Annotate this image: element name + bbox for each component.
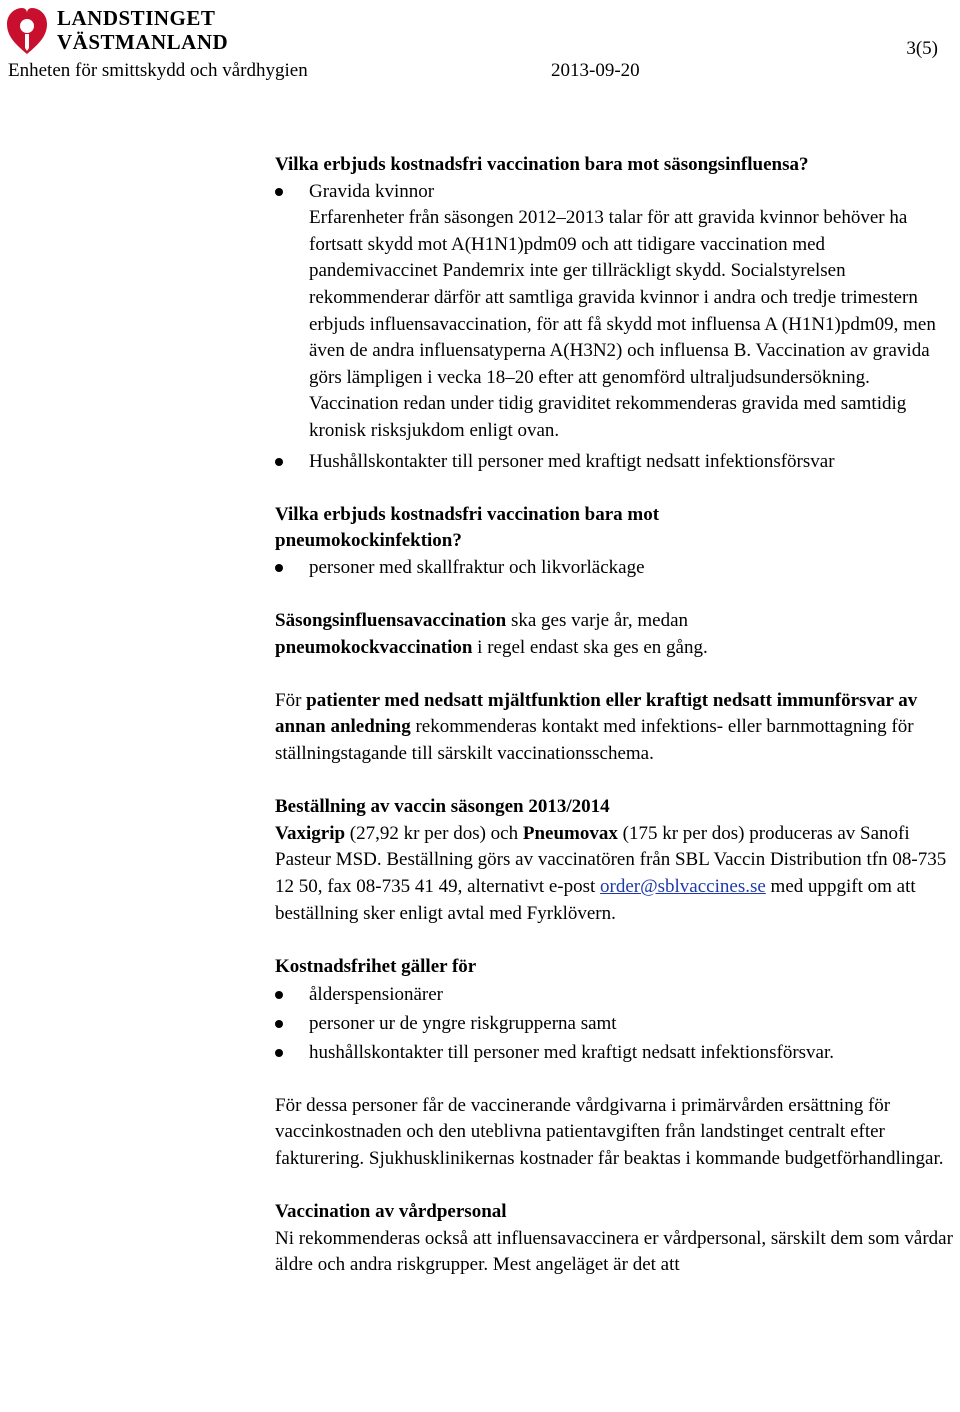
bullet-icon: [275, 188, 283, 196]
paragraph: [275, 688, 955, 768]
bold-term: patienter med nedsatt mjältfunktion eller kraftigt nedsatt immunförsvar av annan anledning: [275, 689, 918, 738]
list-item-text: hushållskontakter till personer med kraftigt nedsatt infektionsförsvar.: [309, 1041, 835, 1063]
bullet-icon: [275, 458, 283, 466]
paragraph: [275, 821, 955, 927]
list-item: [275, 1011, 955, 1038]
text-run: (27,92 kr per dos) och: [345, 822, 523, 844]
section-heading: Kostnadsfrihet gäller för: [275, 955, 477, 977]
paragraph: [275, 608, 955, 661]
document-date: 2013-09-20: [551, 60, 640, 81]
list-item: [275, 179, 955, 445]
list-item: [275, 1040, 955, 1067]
document-body: [275, 152, 955, 1279]
section-heading: Vilka erbjuds kostnadsfri vaccination bara mot pneumokockinfektion?: [275, 503, 660, 552]
list-item: [275, 982, 955, 1009]
text-run: ska ges varje år, medan: [506, 610, 693, 632]
bullet-list: [275, 555, 955, 582]
list-item: [275, 555, 955, 582]
logo-text-line1: LANDSTINGET: [57, 6, 216, 30]
bold-term: Pneumovax: [522, 822, 618, 844]
text-run: med uppgift om att beställning sker enligt avtal med Fyrklövern.: [275, 876, 921, 924]
list-item-text: ålderspensionärer: [309, 984, 443, 1006]
list-item-text: Hushållskontakter till personer med kraftigt nedsatt infektionsförsvar: [309, 450, 835, 472]
bullet-list: [275, 179, 955, 476]
email-link[interactable]: order@sblvaccines.se: [600, 876, 766, 898]
list-item-text: Vaccination redan under tidig graviditet rekommenderas gravida med samtidig kronisk risksjukdom enligt ovan.: [309, 393, 907, 441]
bold-term: Vaxigrip: [275, 822, 346, 844]
bold-term: Säsongsinfluensavaccination: [275, 610, 507, 632]
bullet-icon: [275, 564, 283, 572]
list-item-title: Gravida kvinnor: [309, 180, 435, 202]
list-item-text: personer ur de yngre riskgrupperna samt: [309, 1013, 617, 1034]
text-run: rekommenderas kontakt med infektions- eller barnmottagning för ställningstagande till särskilt vaccinationsschema.: [275, 716, 919, 765]
page-header: [0, 0, 960, 95]
bullet-icon: [275, 991, 283, 999]
bullet-list: [275, 982, 955, 1066]
bullet-icon: [275, 1049, 283, 1057]
page-number: 3(5): [906, 38, 938, 59]
list-item: [275, 449, 955, 476]
paragraph: För dessa personer får de vaccinerande vårdgivarna i primärvården ersättning för vaccinkostnaden och den uteblivna patientavgiften från landstinget centralt efter fakturering. Sjukhusklinikernas kostnader får beaktas i kommande budgetförhandlingar.: [275, 1094, 944, 1169]
text-run: För: [275, 689, 307, 711]
bullet-icon: [275, 1020, 283, 1028]
unit-name: Enheten för smittskydd och vårdhygien: [8, 60, 308, 81]
text-run: (175 kr per dos) produceras av Sanofi Pasteur MSD. Beställning görs av vaccinatören från SBL Vaccin Distribution tfn 08-735 12 50, fax 08-735 41 49, alternativt e-post: [275, 822, 951, 898]
logo-mark-icon: [5, 4, 49, 56]
landstinget-logo: [5, 4, 229, 56]
paragraph: Ni rekommenderas också att influensavaccinera er vårdpersonal, särskilt dem som vårdar äldre och andra riskgrupper. Mest angeläget är det att: [275, 1227, 953, 1276]
section-heading: Vilka erbjuds kostnadsfri vaccination bara mot säsongsinfluensa?: [275, 154, 809, 175]
list-item-text: personer med skallfraktur och likvorläckage: [309, 556, 645, 578]
section-heading: Vaccination av vårdpersonal: [275, 1201, 507, 1223]
logo-text-line2: VÄSTMANLAND: [57, 30, 229, 54]
list-item-text: Erfarenheter från säsongen 2012–2013 talar för att gravida kvinnor behöver ha fortsatt skydd mot A(H1N1)pdm09 och att tidigare vaccination med pandemivaccinet Pandemrix inte ger tillräckligt skydd. Socialstyrelsen rekommenderar därför att samtliga gravida kvinnor i andra och tredje trimestern erbjuds influensavaccination, för att få skydd mot influensa A (H1N1)pdm09, men även de andra influensatyperna A(H3N2) och influensa B. Vaccination av gravida görs lämpligen i vecka 18–20 efter att genomförd ultraljudsundersökning.: [309, 207, 936, 388]
section-heading: Beställning av vaccin säsongen 2013/2014: [275, 796, 610, 818]
bold-term: pneumokockvaccination: [275, 636, 473, 658]
text-run: i regel endast ska ges en gång.: [472, 636, 708, 658]
